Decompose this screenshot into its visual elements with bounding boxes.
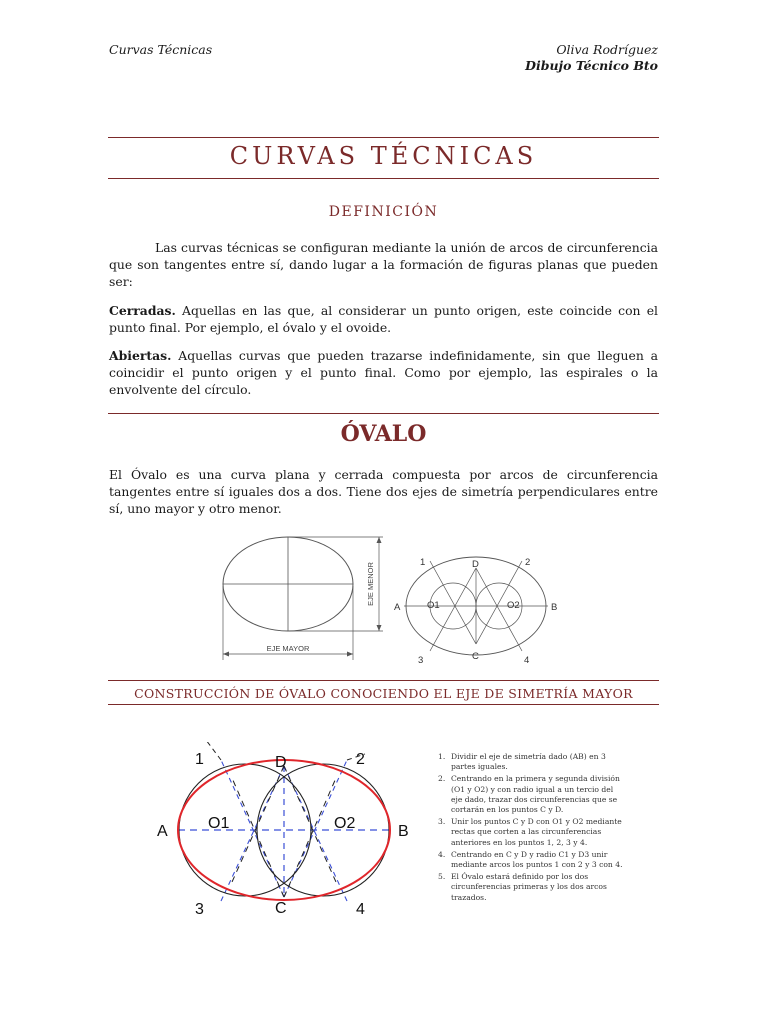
label-2: 2 [356, 751, 365, 768]
ovalo-rule [108, 413, 659, 414]
cerradas-label: Cerradas. [109, 303, 176, 318]
label-3: 3 [195, 901, 204, 918]
oval-axes-figure [205, 528, 395, 666]
label-4: 4 [356, 901, 365, 918]
label-D: D [275, 754, 287, 771]
oval-construction-large-figure [150, 742, 420, 922]
label-3: 3 [418, 655, 424, 666]
page-title: CURVAS TÉCNICAS [229, 142, 538, 170]
label-C: C [275, 900, 287, 917]
ovalo-text: El Óvalo es una curva plana y cerrada compuesta por arcos de circunferencia tangentes entre sí iguales dos a dos. Tiene dos ejes de simetría perpendiculares entre sí, uno mayor y otro menor. [109, 467, 658, 516]
ovalo-heading: ÓVALO [340, 421, 427, 447]
label-2: 2 [525, 557, 531, 568]
label-O2: O2 [507, 600, 520, 611]
step-item: 3. Unir los puntos C y D con O1 y O2 mediante rectas que corten a las circunferencias anteriores en los puntos 1, 2, 3 y 4. [438, 817, 622, 847]
label-1: 1 [195, 751, 204, 768]
step-item: 2. Centrando en la primera y segunda división (O1 y O2) y con radio igual a un tercio del eje dado, trazar dos circunferencias que se cortarán en los puntos C y D. [438, 774, 620, 815]
label-B: B [398, 823, 409, 840]
definicion-heading: DEFINICIÓN [328, 204, 439, 220]
construccion-rule-bottom [108, 704, 659, 705]
label-C: C [472, 651, 479, 662]
abiertas-text: Aquellas curvas que pueden trazarse indefinidamente, sin que lleguen a coincidir el punto origen y el punto final. Como por ejemplo, las espirales o la envolvente del círculo. [109, 348, 658, 397]
label-D: D [472, 559, 479, 570]
construccion-heading: CONSTRUCCIÓN DE ÓVALO CONOCIENDO EL EJE DE SIMETRÍA MAYOR [134, 686, 633, 701]
label-B: B [551, 602, 558, 613]
abiertas-label: Abiertas. [109, 348, 172, 363]
oval-construction-small-figure [390, 550, 570, 670]
label-1: 1 [420, 557, 426, 568]
step-item: 4. Centrando en C y D y radio C1 y D3 unir mediante arcos los puntos 1 con 2 y 3 con 4. [438, 849, 623, 870]
label-4: 4 [524, 655, 530, 666]
cerradas-paragraph [109, 302, 658, 336]
header-left: Curvas Técnicas [109, 42, 213, 57]
header-author: Oliva Rodríguez [556, 42, 658, 57]
eje-mayor-label: EJE MAYOR [266, 644, 310, 653]
cerradas-text: Aquellas en las que, al considerar un punto origen, este coincide con el punto final. Por ejemplo, el óvalo y el ovoide. [109, 303, 658, 335]
label-O1: O1 [208, 815, 230, 832]
construccion-rule-top [108, 680, 659, 681]
label-A: A [157, 823, 168, 840]
definicion-intro: Las curvas técnicas se configuran mediante la unión de arcos de circunferencia que son tangentes entre sí, dando lugar a la formación de figuras planas que pueden ser: [109, 240, 658, 289]
construction-steps-list [438, 752, 624, 905]
header-right [525, 42, 658, 74]
step-item: 1. Dividir el eje de simetría dado (AB) en 3 partes iguales. [438, 752, 606, 772]
label-A: A [394, 602, 401, 613]
abiertas-paragraph [109, 347, 658, 398]
eje-menor-label: EJE MENOR [366, 562, 375, 606]
label-O1: O1 [427, 600, 440, 611]
title-rule-bottom [108, 178, 659, 179]
header-course: Dibujo Técnico Bto [525, 58, 658, 73]
title-rule-top [108, 137, 659, 138]
label-O2: O2 [334, 815, 356, 832]
step-item: 5. El Óvalo estará definido por los dos circunferencias primeras y los dos arcos trazados. [438, 872, 607, 902]
